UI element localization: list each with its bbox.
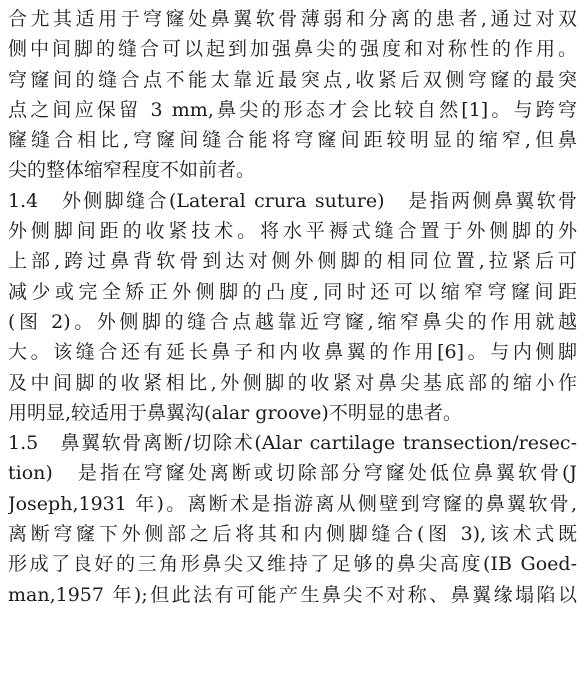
text-line: 穹窿间的缝合点不能太靠近最突点,收紧后双侧穹窿的最突: [8, 68, 577, 91]
text-line: 侧中间脚的缝合可以起到加强鼻尖的强度和对称性的作用。: [8, 38, 577, 61]
text-line: 形成了良好的三角形鼻尖又维持了足够的鼻尖高度(IB Goed-: [8, 553, 577, 576]
text-line: 上部,跨过鼻背软骨到达对侧外侧脚的相同位置,拉紧后可: [8, 250, 577, 273]
text-line: 大。该缝合还有延长鼻子和内收鼻翼的作用[6]。与内侧脚: [8, 341, 577, 364]
text-line: 窿缝合相比,穹窿间缝合能将穹窿间距较明显的缩窄,但鼻: [8, 129, 577, 152]
text-line: Joseph,1931 年)。离断术是指游离从侧壁到穹窿的鼻翼软骨,: [8, 492, 577, 515]
section-heading-line: 1.4 外侧脚缝合(Lateral crura suture) 是指两侧鼻翼软骨: [8, 189, 577, 212]
text-line: 尖的整体缩窄程度不如前者。: [8, 159, 256, 182]
text-line: (图 2)。外侧脚的缝合点越靠近穹窿,缩窄鼻尖的作用就越: [8, 310, 577, 333]
text-line: 外侧脚间距的收紧技术。将水平褥式缝合置于外侧脚的外: [8, 220, 577, 243]
text-line: 减少或完全矫正外侧脚的凸度,同时还可以缩窄穹窿间距: [8, 280, 577, 303]
text-line: man,1957 年);但此法有可能产生鼻尖不对称、鼻翼缘塌陷以: [8, 583, 577, 606]
text-line: tion) 是指在穹窿处离断或切除部分穹窿处低位鼻翼软骨(J: [8, 462, 577, 485]
text-line: 用明显,较适用于鼻翼沟(alar groove)不明显的患者。: [8, 401, 462, 424]
text-line: 点之间应保留 3 mm,鼻尖的形态才会比较自然[1]。与跨穹: [8, 98, 577, 121]
text-line: 合尤其适用于穹窿处鼻翼软骨薄弱和分离的患者,通过对双: [8, 8, 577, 30]
text-line: 离断穹窿下外侧部之后将其和内侧脚缝合(图 3),该术式既: [8, 523, 577, 546]
text-line: 及中间脚的收紧相比,外侧脚的收紧对鼻尖基底部的缩小作: [8, 371, 577, 394]
section-heading-line: 1.5 鼻翼软骨离断/切除术(Alar cartilage transection/resec-: [8, 432, 577, 455]
